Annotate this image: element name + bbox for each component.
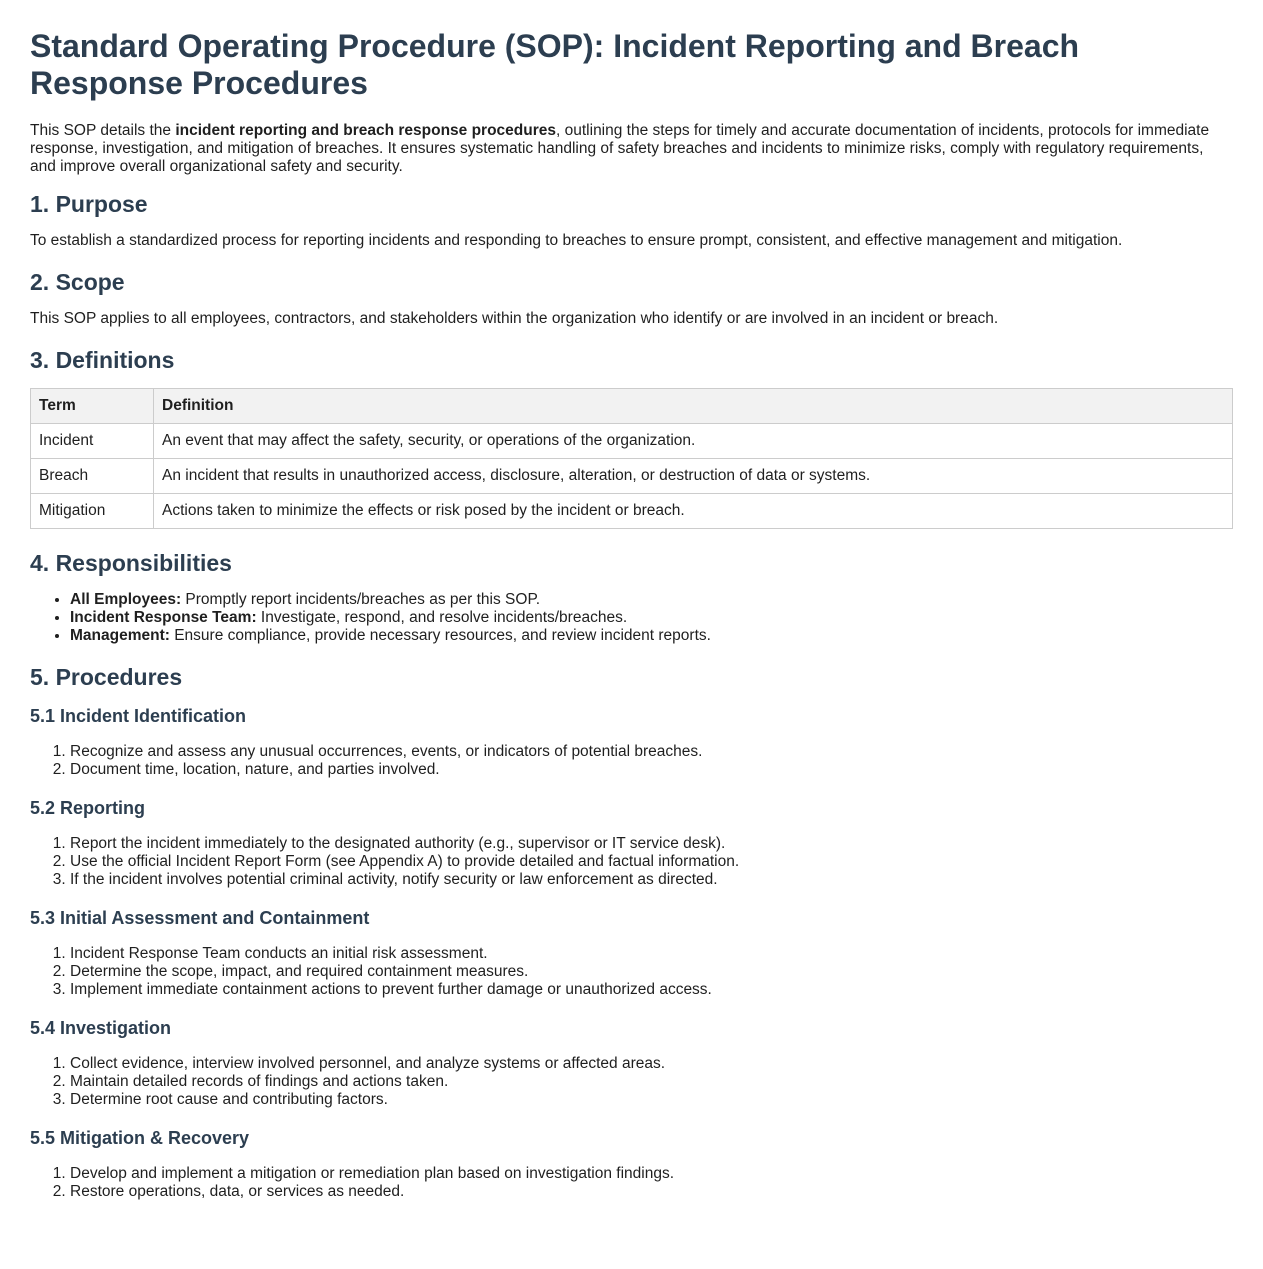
purpose-text: To establish a standardized process for reporting incidents and responding to breaches to ensure prompt, consistent, and effective management and mitigation. <box>30 232 1123 249</box>
column-header-definition: Definition <box>154 389 1233 424</box>
list-item: 3. Implement immediate containment actions to prevent further damage or unauthorized access. <box>70 981 1233 999</box>
role-label: Management: <box>70 627 170 644</box>
role-description: Promptly report incidents/breaches as per this SOP. <box>181 591 541 608</box>
term-cell: Incident <box>31 424 154 459</box>
list-item: 2. Use the official Incident Report Form (see Appendix A) to provide detailed and factual information. <box>70 853 1233 871</box>
list-item: 1. Incident Response Team conducts an initial risk assessment. <box>70 945 1233 963</box>
scope-heading: 2. Scope <box>30 269 125 295</box>
list-item: 2. Restore operations, data, or services as needed. <box>70 1183 1233 1201</box>
steps-list <box>30 1055 1233 1109</box>
definition-cell: An event that may affect the safety, security, or operations of the organization. <box>154 424 1233 459</box>
list-item: 2. Determine the scope, impact, and required containment measures. <box>70 963 1233 981</box>
role-description: Investigate, respond, and resolve incidents/breaches. <box>256 609 628 626</box>
term-cell: Mitigation <box>31 494 154 529</box>
subsection-heading: 5.5 Mitigation & Recovery <box>30 1128 250 1148</box>
table-header-row <box>31 389 1233 424</box>
table-row <box>31 424 1233 459</box>
list-item: 1. Develop and implement a mitigation or remediation plan based on investigation findings. <box>70 1165 1233 1183</box>
steps-list <box>30 835 1233 889</box>
definition-cell: Actions taken to minimize the effects or risk posed by the incident or breach. <box>154 494 1233 529</box>
list-item: 2. Document time, location, nature, and parties involved. <box>70 761 1233 779</box>
steps-list <box>30 945 1233 999</box>
responsibilities-list <box>30 591 1233 645</box>
procedures-heading: 5. Procedures <box>30 664 183 690</box>
scope-text: This SOP applies to all employees, contractors, and stakeholders within the organization who identify or are involved in an incident or breach. <box>30 310 999 327</box>
subsection-heading: 5.3 Initial Assessment and Containment <box>30 908 370 928</box>
intro-paragraph <box>30 122 1230 176</box>
page-title: Standard Operating Procedure (SOP): Incident Reporting and Breach Response Procedures <box>30 28 1080 101</box>
intro-bold: incident reporting and breach response procedures <box>175 122 557 139</box>
list-item <box>70 609 1233 627</box>
list-item: 1. Recognize and assess any unusual occurrences, events, or indicators of potential breaches. <box>70 743 1233 761</box>
list-item: 2. Maintain detailed records of findings and actions taken. <box>70 1073 1233 1091</box>
steps-list <box>30 743 1233 779</box>
list-item: 3. If the incident involves potential criminal activity, notify security or law enforcement as directed. <box>70 871 1233 889</box>
steps-list <box>30 1165 1233 1201</box>
definitions-table <box>30 388 1233 529</box>
column-header-term: Term <box>31 389 154 424</box>
subsection-heading: 5.2 Reporting <box>30 798 146 818</box>
definition-cell: An incident that results in unauthorized access, disclosure, alteration, or destruction of data or systems. <box>154 459 1233 494</box>
role-label: All Employees: <box>70 591 182 608</box>
list-item <box>70 591 1233 609</box>
purpose-heading: 1. Purpose <box>30 191 148 217</box>
term-cell: Breach <box>31 459 154 494</box>
table-row <box>31 459 1233 494</box>
table-row <box>31 494 1233 529</box>
intro-prefix: This SOP details the <box>30 122 176 139</box>
subsection-heading: 5.1 Incident Identification <box>30 706 247 726</box>
role-description: Ensure compliance, provide necessary resources, and review incident reports. <box>169 627 711 644</box>
list-item <box>70 627 1233 645</box>
list-item: 3. Determine root cause and contributing factors. <box>70 1091 1233 1109</box>
subsection-heading: 5.4 Investigation <box>30 1018 172 1038</box>
list-item: 1. Collect evidence, interview involved personnel, and analyze systems or affected areas. <box>70 1055 1233 1073</box>
intro-suffix: , outlining the steps for timely and accurate documentation of incidents, protocols for immediate response, investigation, and mitigation of breaches. It ensures systematic handling of safety breaches and incidents to minimize risks, comply with regulatory requirements, and improve overall organizational safety and security. <box>30 122 1210 175</box>
role-label: Incident Response Team: <box>70 609 257 626</box>
list-item: 1. Report the incident immediately to the designated authority (e.g., supervisor or IT service desk). <box>70 835 1233 853</box>
definitions-heading: 3. Definitions <box>30 347 175 373</box>
responsibilities-heading: 4. Responsibilities <box>30 550 232 576</box>
